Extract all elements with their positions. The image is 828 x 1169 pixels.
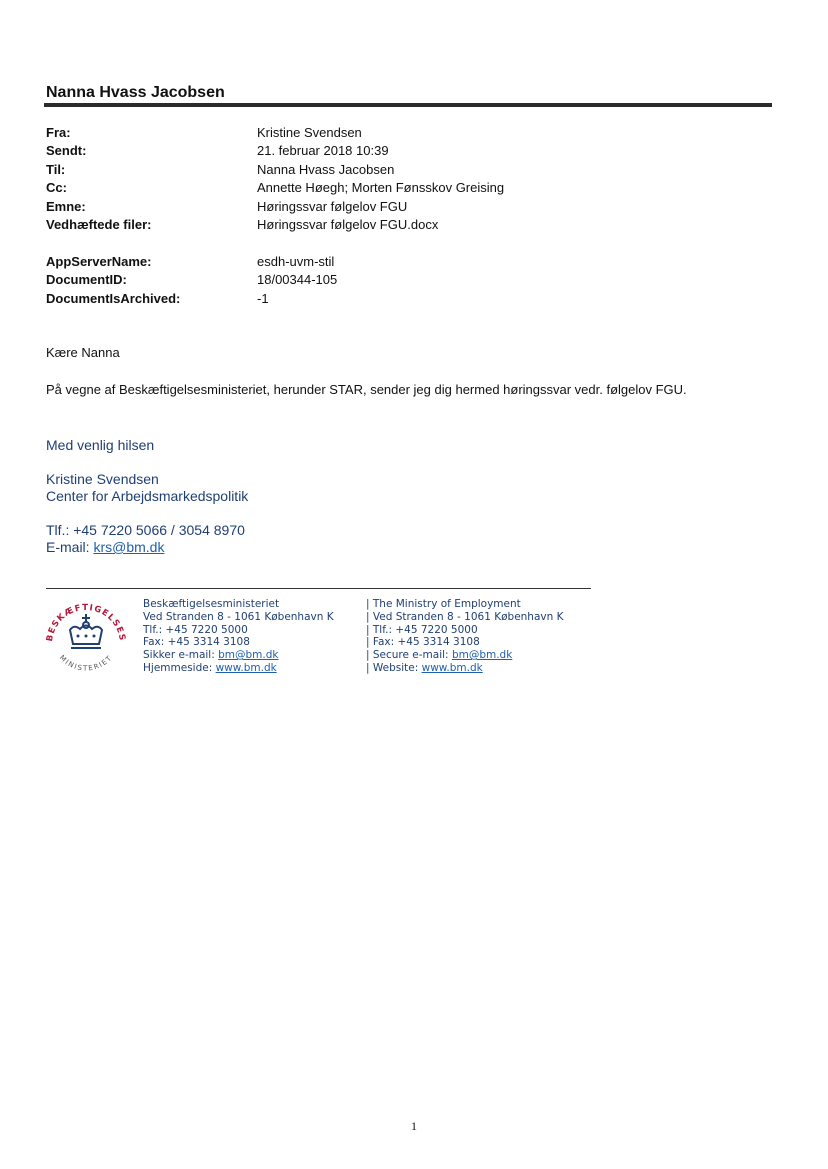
- footer-secure-email-da: [143, 649, 334, 662]
- recipient-name-heading: Nanna Hvass Jacobsen: [46, 84, 225, 101]
- header-value-cc: Annette Høegh; Morten Fønsskov Greising: [257, 180, 505, 195]
- header-label-attachments: Vedhæftede filer:: [46, 217, 152, 232]
- footer-secure-email-en: [366, 649, 564, 662]
- footer-secure-label-da: Sikker e-mail:: [143, 649, 219, 662]
- meta-value-documentid: 18/00344-105: [257, 272, 338, 287]
- footer-danish: [143, 598, 334, 675]
- ministry-logo: [40, 592, 132, 684]
- signature-closing: Med venlig hilsen: [46, 437, 155, 453]
- signature-email-link[interactable]: krs@bm.dk: [93, 539, 165, 555]
- heading-rule: [44, 103, 772, 107]
- crown-emblem-icon: [40, 592, 132, 684]
- footer-web-label-da: Hjemmeside:: [143, 661, 216, 674]
- logo-text-top: BESKÆFTIGELSES: [44, 602, 128, 643]
- footer-website-da: [143, 662, 334, 675]
- header-label-sent: Sendt:: [46, 143, 87, 158]
- meta-value-archived: -1: [257, 291, 269, 306]
- page-number: 1: [411, 1119, 417, 1133]
- logo-text-bottom: MINISTERIET: [57, 653, 115, 673]
- footer-website-link-en[interactable]: www.bm.dk: [421, 661, 483, 674]
- footer-fax-en: | Fax: +45 3314 3108: [366, 636, 480, 649]
- footer-english: [366, 598, 564, 675]
- header-value-sent: 21. februar 2018 10:39: [257, 143, 389, 158]
- footer-phone-da: Tlf.: +45 7220 5000: [143, 623, 248, 636]
- footer-website-en: [366, 662, 564, 675]
- signature-phone: Tlf.: +45 7220 5066 / 3054 8970: [46, 522, 245, 538]
- message-body: På vegne af Beskæftigelsesministeriet, herunder STAR, sender jeg dig hermed høringssvar vedr. følgelov FGU.: [46, 382, 687, 397]
- header-value-from: Kristine Svendsen: [257, 125, 362, 140]
- header-label-cc: Cc:: [46, 180, 67, 195]
- footer-website-link-da[interactable]: www.bm.dk: [215, 661, 277, 674]
- footer-org-en: | The Ministry of Employment: [366, 598, 521, 610]
- footer-org-da: Beskæftigelsesministeriet: [143, 598, 280, 610]
- meta-label-appserver: AppServerName:: [46, 254, 152, 269]
- signature-email-line: [46, 539, 164, 555]
- meta-label-documentid: DocumentID:: [46, 272, 127, 287]
- signature-rule: [46, 588, 591, 589]
- signature-name: Kristine Svendsen: [46, 471, 159, 487]
- footer-secure-email-link-da[interactable]: bm@bm.dk: [218, 649, 279, 662]
- footer-secure-email-link-en[interactable]: bm@bm.dk: [451, 649, 513, 662]
- footer-phone-en: | Tlf.: +45 7220 5000: [366, 623, 478, 636]
- greeting: Kære Nanna: [46, 345, 120, 360]
- signature-email-label: E-mail:: [46, 539, 94, 555]
- header-value-to: Nanna Hvass Jacobsen: [257, 162, 395, 177]
- footer-web-label-en: | Website:: [366, 661, 422, 674]
- header-value-subject: Høringssvar følgelov FGU: [257, 199, 408, 214]
- footer-address-da: Ved Stranden 8 - 1061 København K: [143, 610, 334, 623]
- footer-secure-label-en: | Secure e-mail:: [366, 649, 452, 662]
- meta-value-appserver: esdh-uvm-stil: [257, 254, 335, 269]
- footer-address-en: | Ved Stranden 8 - 1061 København K: [366, 610, 564, 623]
- header-label-to: Til:: [46, 162, 66, 177]
- meta-label-archived: DocumentIsArchived:: [46, 291, 181, 306]
- header-label-subject: Emne:: [46, 199, 86, 214]
- header-value-attachments[interactable]: Høringssvar følgelov FGU.docx: [257, 217, 439, 232]
- header-label-from: Fra:: [46, 125, 71, 140]
- svg-text:MINISTERIET: [58, 654, 114, 673]
- footer-fax-da: Fax: +45 3314 3108: [143, 636, 250, 649]
- signature-department: Center for Arbejdsmarkedspolitik: [46, 488, 249, 504]
